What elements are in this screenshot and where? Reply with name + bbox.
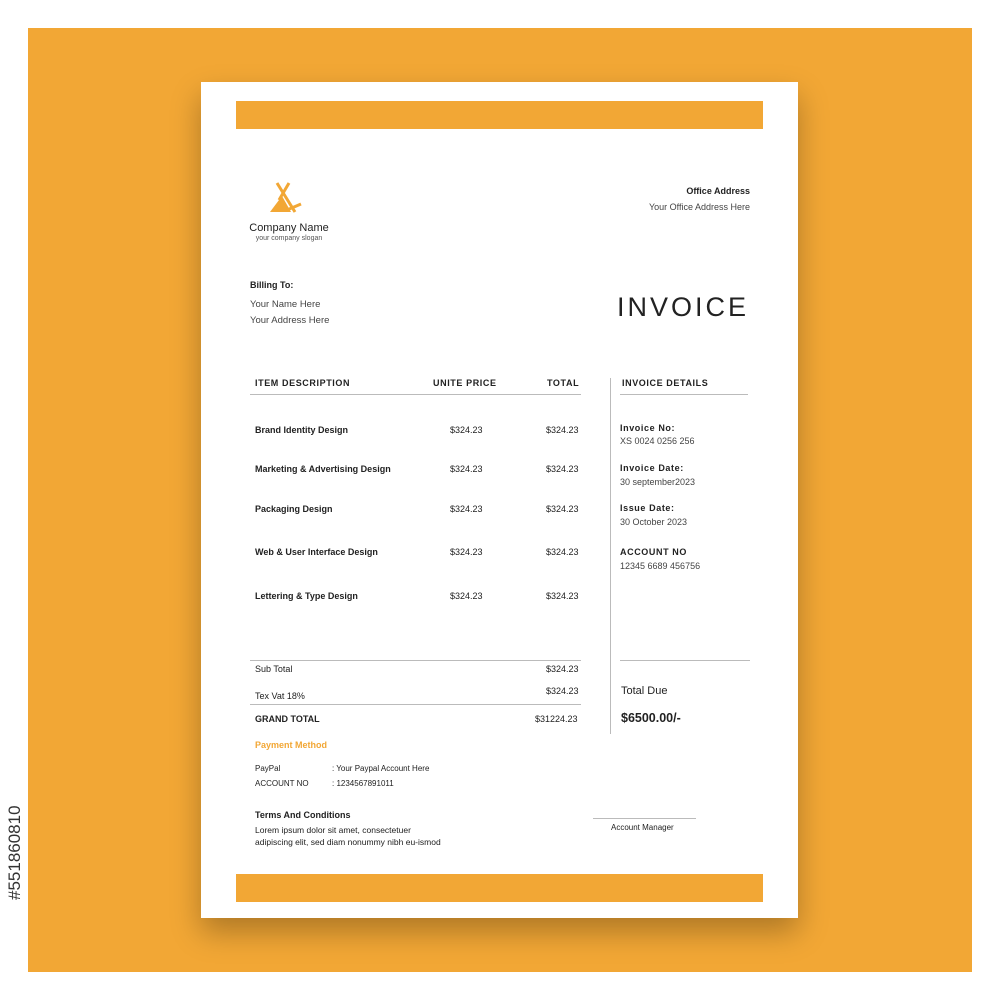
invoice-date-value: 30 september2023 <box>620 477 696 487</box>
row-total: $324.23 <box>546 504 579 514</box>
tax-label: Tex Vat 18% <box>255 691 305 701</box>
paypal-value: : Your Paypal Account Here <box>332 764 430 773</box>
total-due-value: $6500.00/- <box>621 711 681 725</box>
signature-line <box>593 818 696 819</box>
subtotal-value: $324.23 <box>546 664 579 674</box>
bottom-accent-bar <box>236 874 763 902</box>
row-price: $324.23 <box>450 464 483 474</box>
payment-account-label: ACCOUNT NO <box>255 779 309 788</box>
subtotal-label: Sub Total <box>255 664 293 674</box>
grand-total-value: $31224.23 <box>535 714 578 724</box>
invoice-date-label: Invoice Date: <box>620 463 684 473</box>
issue-date-label: Issue Date: <box>620 503 675 513</box>
payment-account-value: : 1234567891011 <box>332 779 394 788</box>
table-row: Brand Identity Design <box>255 425 349 435</box>
total-due-label: Total Due <box>621 685 668 697</box>
account-no-label: ACCOUNT NO <box>620 547 687 557</box>
account-no-value: 12345 6689 456756 <box>620 561 701 571</box>
invoice-sheet <box>201 82 798 918</box>
total-due-divider <box>620 660 750 661</box>
row-price: $324.23 <box>450 425 483 435</box>
row-total: $324.23 <box>546 547 579 557</box>
table-row: Marketing & Advertising Design <box>255 464 391 474</box>
row-price: $324.23 <box>450 547 483 557</box>
paypal-label: PayPal <box>255 764 281 773</box>
tax-value: $324.23 <box>546 686 579 696</box>
details-divider <box>620 394 748 395</box>
header-unit-price: UNITE PRICE <box>433 378 497 388</box>
grand-total-label: GRAND TOTAL <box>255 714 320 724</box>
payment-method-title: Payment Method <box>255 740 328 750</box>
tent-logo-icon <box>267 182 303 220</box>
row-price: $324.23 <box>450 504 483 514</box>
issue-date-value: 30 October 2023 <box>620 517 688 527</box>
table-row: Web & User Interface Design <box>255 547 378 557</box>
billing-address: Your Address Here <box>250 315 330 326</box>
office-address-value: Your Office Address Here <box>648 202 750 212</box>
office-address-label: Office Address <box>686 186 750 196</box>
invoice-no-label: Invoice No: <box>620 423 676 433</box>
invoice-title: INVOICE <box>616 292 749 322</box>
summary-divider-bottom <box>250 704 581 705</box>
table-header-divider <box>250 394 581 395</box>
table-row: Lettering & Type Design <box>255 591 358 601</box>
table-row: Packaging Design <box>255 504 333 514</box>
row-total: $324.23 <box>546 425 579 435</box>
row-price: $324.23 <box>450 591 483 601</box>
row-total: $324.23 <box>546 591 579 601</box>
invoice-no-value: XS 0024 0256 256 <box>620 436 695 446</box>
company-slogan: your company slogan <box>255 235 323 242</box>
stock-id: #551860810 <box>5 805 24 900</box>
header-total: TOTAL <box>547 378 580 388</box>
invoice-details-heading: INVOICE DETAILS <box>622 378 709 388</box>
terms-title: Terms And Conditions <box>255 810 351 820</box>
company-name: Company Name <box>249 222 329 234</box>
row-total: $324.23 <box>546 464 579 474</box>
terms-body: Lorem ipsum dolor sit amet, consectetuer adipiscing elit, sed diam nonummy nibh eu-ismod <box>255 825 441 847</box>
account-manager-label: Account Manager <box>611 823 674 832</box>
billing-label: Billing To: <box>250 280 294 290</box>
top-accent-bar <box>236 101 763 129</box>
summary-divider-top <box>250 660 581 661</box>
column-divider <box>610 378 611 734</box>
billing-name: Your Name Here <box>250 299 321 310</box>
header-item-description: ITEM DESCRIPTION <box>255 378 351 388</box>
